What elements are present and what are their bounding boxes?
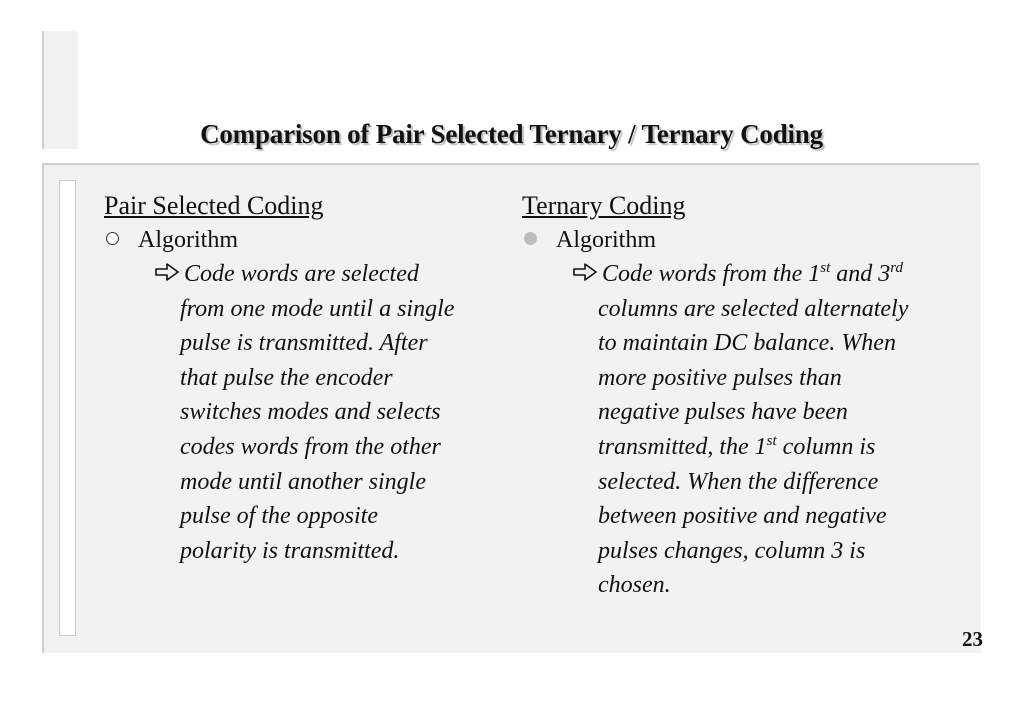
slide-title: Comparison of Pair Selected Ternary / Ternary Coding [200,119,823,149]
text-line: selected. When the difference [598,468,879,495]
left-sub-item [154,257,524,568]
right-bullet-label: Algorithm [556,227,656,253]
text-line [572,430,982,465]
text-line: mode until another single [180,468,426,495]
text-line: from one mode until a single [180,295,455,322]
decorative-side-bar [59,180,76,636]
text-line [572,257,982,292]
text-line: switches modes and selects [180,399,441,426]
superscript: st [820,260,831,276]
right-sub-item [572,257,982,603]
text-fragment: and 3 [830,261,891,287]
right-bullet-row [522,223,982,257]
superscript: rd [890,260,904,276]
text-fragment: transmitted, the 1 [598,433,767,460]
text-fragment: column is [776,433,876,460]
text-fragment: Code words from the 1 [602,261,821,287]
filled-circle-icon [524,232,537,245]
text-line: between positive and negative [598,503,887,530]
left-bullet-row [104,223,524,257]
text-line: codes words from the other [180,433,441,460]
text-line: pulses changes, column 3 is [598,537,866,564]
right-description [572,257,982,603]
page-number: 23 [962,627,983,651]
text-line: that pulse the encoder [180,364,393,391]
text-line: pulse of the opposite [180,503,378,530]
arrow-right-icon [572,261,600,283]
text-line: columns are selected alternately [598,295,909,322]
text-line: negative pulses have been [598,399,848,426]
text-line: pulse is transmitted. After [180,330,428,357]
hollow-circle-icon [106,232,119,245]
left-description [154,257,524,568]
left-column-heading: Pair Selected Coding [104,191,324,220]
right-column-heading: Ternary Coding [522,191,686,220]
right-column [522,189,982,603]
text-line: polarity is transmitted. [180,537,400,564]
text-line: to maintain DC balance. When [598,330,896,357]
superscript: st [766,432,777,449]
text-line: more positive pulses than [598,364,842,391]
text-line: Code words are selected [184,261,419,287]
left-column [104,189,524,568]
left-bullet-label: Algorithm [138,227,238,253]
text-line: chosen. [598,572,671,599]
arrow-right-icon [154,261,182,283]
